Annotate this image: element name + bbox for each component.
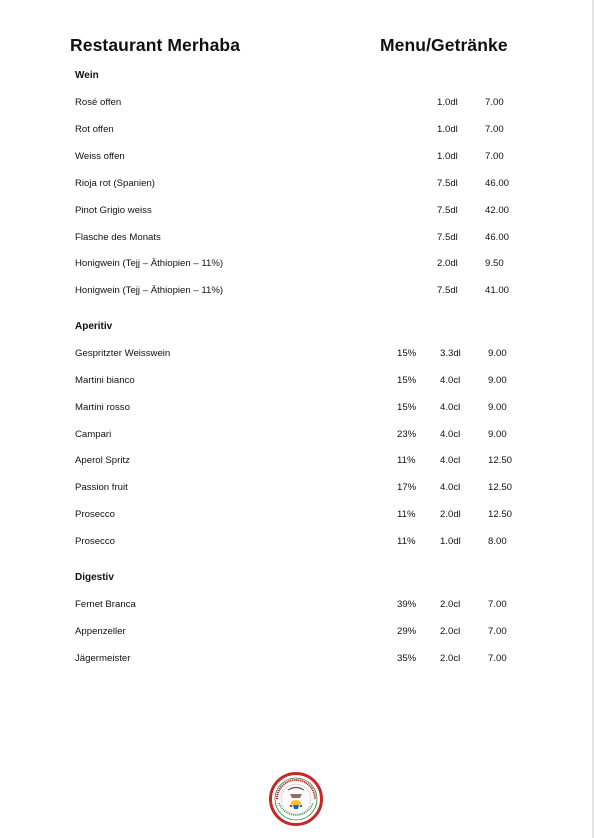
- item-price: 9.50: [485, 258, 504, 269]
- item-name: Prosecco: [75, 536, 115, 547]
- item-name: Rosé offen: [75, 97, 122, 108]
- item-size: 1.0dl: [440, 536, 461, 547]
- menu-row: [0, 455, 594, 469]
- menu-row: [0, 178, 594, 192]
- section-heading-wein: Wein: [75, 70, 99, 81]
- restaurant-seal-logo-icon: [269, 772, 323, 826]
- menu-row: [0, 285, 594, 299]
- item-size: 4.0cl: [440, 455, 461, 466]
- item-size: 7.5dl: [437, 205, 458, 216]
- item-price: 9.00: [488, 429, 507, 440]
- item-name: Jägermeister: [75, 653, 131, 664]
- item-price: 8.00: [488, 536, 507, 547]
- menu-row: [0, 509, 594, 523]
- menu-row: [0, 536, 594, 550]
- item-size: 7.5dl: [437, 285, 458, 296]
- menu-row: [0, 258, 594, 272]
- item-price: 7.00: [485, 151, 504, 162]
- menu-row: [0, 599, 594, 613]
- item-price: 42.00: [485, 205, 510, 216]
- item-size: 1.0dl: [437, 151, 458, 162]
- restaurant-name: Restaurant Merhaba: [70, 35, 241, 55]
- item-size: 2.0dl: [437, 258, 458, 269]
- menu-row: [0, 626, 594, 640]
- menu-row: [0, 205, 594, 219]
- item-price: 7.00: [488, 653, 507, 664]
- item-price: 12.50: [488, 509, 513, 520]
- menu-row: [0, 232, 594, 246]
- item-size: 2.0cl: [440, 599, 461, 610]
- item-price: 46.00: [485, 232, 510, 243]
- item-size: 1.0dl: [437, 97, 458, 108]
- item-name: Rot offen: [75, 124, 114, 135]
- item-price: 12.50: [488, 455, 513, 466]
- item-name: Weiss offen: [75, 151, 125, 162]
- item-size: 4.0cl: [440, 402, 461, 413]
- item-price: 46.00: [485, 178, 510, 189]
- item-price: 7.00: [488, 599, 507, 610]
- item-abv: 11%: [397, 455, 416, 466]
- item-price: 9.00: [488, 402, 507, 413]
- item-price: 12.50: [488, 482, 513, 493]
- item-abv: 15%: [397, 402, 417, 413]
- item-abv: 39%: [397, 599, 417, 610]
- item-abv: 29%: [397, 626, 417, 637]
- item-size: 2.0cl: [440, 653, 461, 664]
- item-price: 7.00: [485, 124, 504, 135]
- item-name: Prosecco: [75, 509, 115, 520]
- item-price: 41.00: [485, 285, 510, 296]
- item-price: 7.00: [488, 626, 507, 637]
- item-abv: 11%: [397, 536, 416, 547]
- item-price: 9.00: [488, 348, 507, 359]
- item-size: 4.0cl: [440, 429, 461, 440]
- item-name: Flasche des Monats: [75, 232, 161, 243]
- menu-row: [0, 97, 594, 111]
- item-name: Passion fruit: [75, 482, 128, 493]
- item-abv: 15%: [397, 375, 417, 386]
- item-name: Pinot Grigio weiss: [75, 205, 152, 216]
- item-name: Appenzeller: [75, 626, 126, 637]
- item-price: 9.00: [488, 375, 507, 386]
- item-name: Gespritzter Weisswein: [75, 348, 171, 359]
- section-heading-aperitiv: Aperitiv: [75, 321, 113, 332]
- seal-graphic: [269, 772, 323, 826]
- item-size: 4.0cl: [440, 482, 461, 493]
- menu-row: [0, 653, 594, 667]
- item-name: Martini bianco: [75, 375, 135, 386]
- item-size: 7.5dl: [437, 232, 458, 243]
- item-abv: 15%: [397, 348, 417, 359]
- item-abv: 23%: [397, 429, 417, 440]
- menu-row: [0, 151, 594, 165]
- section-heading-digestiv: Digestiv: [75, 572, 114, 583]
- item-name: Fernet Branca: [75, 599, 136, 610]
- item-abv: 11%: [397, 509, 416, 520]
- item-size: 1.0dl: [437, 124, 458, 135]
- item-size: 7.5dl: [437, 178, 458, 189]
- menu-row: [0, 375, 594, 389]
- item-name: Honigwein (Tejj – Äthiopien – 11%): [75, 285, 224, 296]
- menu-row: [0, 482, 594, 496]
- item-size: 4.0cl: [440, 375, 461, 386]
- item-size: 2.0cl: [440, 626, 461, 637]
- item-name: Rioja rot (Spanien): [75, 178, 155, 189]
- item-name: Campari: [75, 429, 112, 440]
- item-abv: 17%: [397, 482, 417, 493]
- item-size: 2.0dl: [440, 509, 461, 520]
- menu-row: [0, 402, 594, 416]
- item-name: Honigwein (Tejj – Äthiopien – 11%): [75, 258, 224, 269]
- menu-row: [0, 124, 594, 138]
- item-name: Martini rosso: [75, 402, 130, 413]
- item-name: Aperol Spritz: [75, 455, 130, 466]
- item-price: 7.00: [485, 97, 504, 108]
- menu-title: Menu/Getränke: [380, 35, 508, 55]
- item-size: 3.3dl: [440, 348, 461, 359]
- menu-row: [0, 348, 594, 362]
- item-abv: 35%: [397, 653, 417, 664]
- menu-row: [0, 429, 594, 443]
